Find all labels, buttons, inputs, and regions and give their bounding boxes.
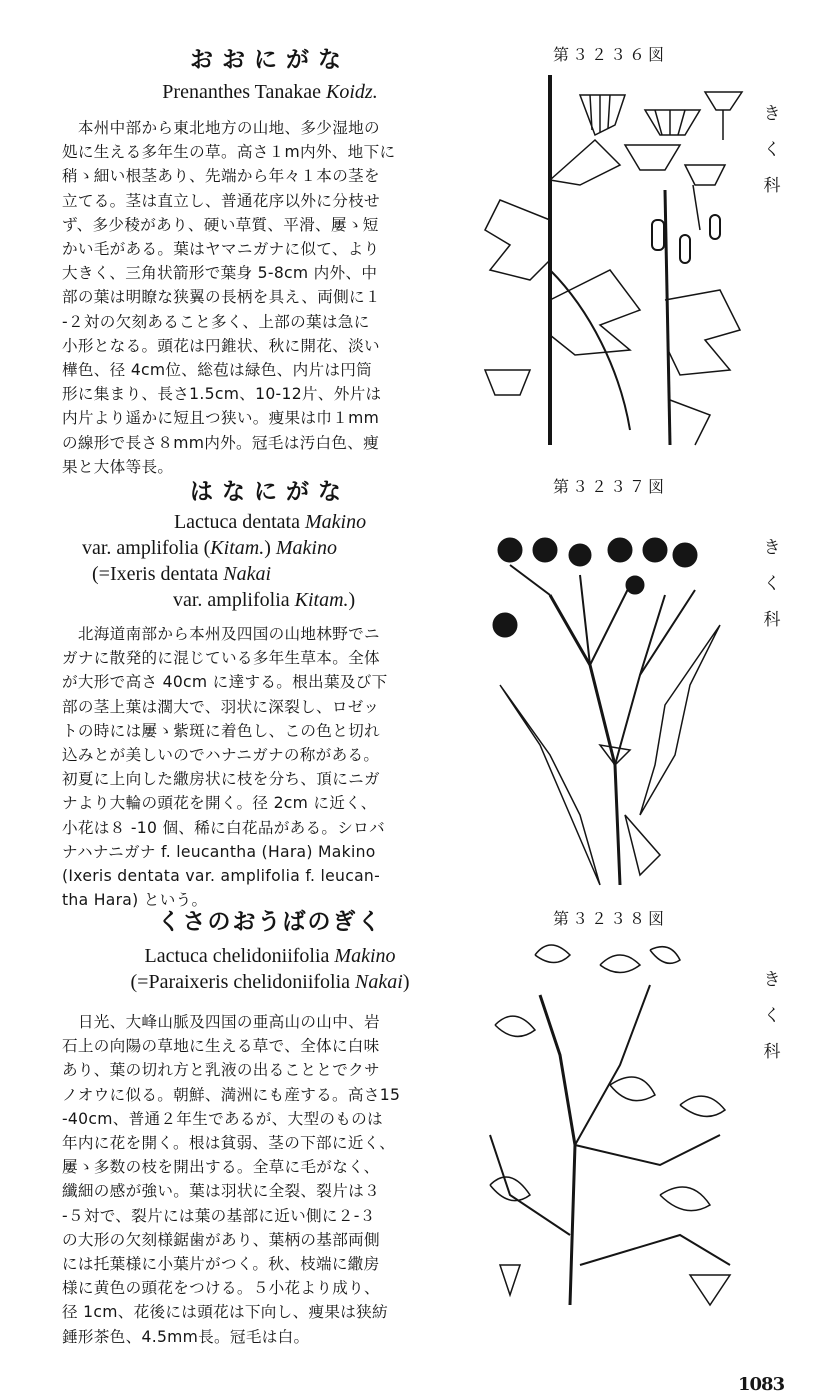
- sci-author: Kitam.: [210, 537, 265, 559]
- text-line: 形に集まり、長さ1.5cm、10-12片、外片は: [62, 385, 382, 404]
- sci-roman: Prenanthes Tanakae: [162, 81, 327, 103]
- entry-description: [62, 116, 472, 479]
- text-line: には托葉様に小葉片がつく。秋、枝端に繖房: [62, 1255, 380, 1274]
- figure-label: 第３２３７図: [553, 477, 668, 496]
- text-line: の大形の欠刻様鋸歯があり、葉柄の基部両側: [62, 1230, 380, 1249]
- text-line: 北海道南部から本州及四国の山地林野でニ: [62, 625, 380, 643]
- sci-roman: ): [264, 537, 276, 559]
- scientific-variety: [82, 536, 502, 560]
- text-line: 初夏に上向した繖房状に枝を分ち、頂にニガ: [62, 770, 380, 789]
- text-line: トの時には屢ゝ紫斑に着色し、この色と切れ: [62, 721, 380, 740]
- entry-description: [62, 622, 472, 912]
- sci-author: Koidz.: [326, 81, 378, 103]
- text-line: 年内に花を開く。根は貧弱、茎の下部に近く、: [62, 1134, 396, 1153]
- text-line: 内片より遥かに短且つ狭い。痩果は巾１mm: [62, 409, 380, 428]
- text-line: 屢ゝ多数の枝を開出する。全草に毛がなく、: [62, 1158, 380, 1177]
- page-number: 1083: [738, 1374, 785, 1395]
- text-line: 樺色、径 4cm位、総苞は緑色、内片は円筒: [62, 361, 373, 380]
- text-line: 小形となる。頭花は円錐状、秋に開花、淡い: [62, 336, 380, 355]
- scientific-synonym: [92, 562, 512, 586]
- family-label: [760, 962, 784, 1070]
- text-line: ナハナニガナ f. leucantha (Hara) Makino: [62, 842, 376, 861]
- text-line: が大形で高さ 40cm に達する。根出葉及び下: [62, 673, 388, 692]
- family-char: く: [763, 140, 781, 160]
- text-line: 径 1cm、花後には頭花は下向し、痩果は狭紡: [62, 1303, 388, 1322]
- sci-author: Makino: [275, 537, 337, 559]
- entry-title-kusanoouba-nogiku: くさのおうばのぎく: [157, 909, 383, 935]
- sci-author: Makino: [304, 511, 367, 533]
- family-char: 科: [763, 176, 781, 196]
- sci-roman: ): [402, 971, 410, 993]
- text-line: 稍ゝ細い根茎あり、先端から年々１本の茎を: [62, 167, 380, 186]
- sci-roman: var. amplifolia (: [82, 537, 211, 559]
- sci-roman: ): [348, 589, 356, 611]
- sci-roman: (=Ixeris dentata: [92, 563, 224, 585]
- text-line: かい毛がある。葉はヤマニガナに似て、より: [62, 240, 380, 259]
- sci-author: Makino: [334, 945, 396, 967]
- text-line: 纖細の感が強い。葉は羽状に全裂、裂片は３: [62, 1182, 380, 1201]
- family-char: く: [763, 1006, 781, 1026]
- text-line: 本州中部から東北地方の山地、多少湿地の: [62, 119, 380, 137]
- text-line: -40cm、普通２年生であるが、大型のものは: [62, 1109, 383, 1128]
- family-char: く: [763, 574, 781, 594]
- sci-roman: Lactuca dentata: [173, 511, 305, 533]
- plant-illustration-lactuca-chelidoniifolia: [480, 935, 750, 1315]
- sci-roman: Lactuca chelidoniifolia: [144, 945, 335, 967]
- scientific-name: [60, 944, 480, 968]
- text-line: 部の葉は明瞭な狭翼の長柄を具え、両側に１: [62, 288, 381, 307]
- text-line: 果と大体等長。: [62, 457, 174, 476]
- family-label: [760, 96, 784, 204]
- text-line: (Ixeris dentata var. amplifolia f. leucan-: [62, 867, 381, 886]
- scientific-name: [60, 510, 480, 534]
- text-line: 様に黄色の頭花をつける。５小花より成り、: [62, 1279, 380, 1298]
- sci-roman: (=Paraixeris chelidoniifolia: [130, 971, 356, 993]
- scientific-name: [60, 80, 480, 104]
- family-char: 科: [763, 610, 781, 630]
- text-line: 錘形茶色、4.5mm長。冠毛は白。: [62, 1327, 310, 1346]
- scientific-synonym: [60, 970, 480, 994]
- text-line: あり、葉の切れ方と乳液の出ることとでクサ: [62, 1061, 380, 1080]
- text-line: 石上の向陽の草地に生える草で、全体に白味: [62, 1037, 380, 1056]
- text-line: tha Hara) という。: [62, 891, 208, 910]
- plant-illustration-prenanthes: [480, 70, 750, 450]
- text-line: -５対で、裂片には葉の基部に近い側に２-３: [62, 1206, 376, 1225]
- entry-title-hananigana: はなにがな: [190, 479, 350, 505]
- plant-illustration-lactuca-dentata: [490, 515, 740, 890]
- family-char: 科: [763, 1042, 781, 1062]
- sci-roman: var. amplifolia: [173, 589, 295, 611]
- sci-author: Nakai: [355, 971, 403, 993]
- sci-author: Nakai: [223, 563, 272, 585]
- text-line: ノオウに似る。朝鮮、満洲にも産する。高さ15: [62, 1085, 401, 1104]
- family-char: き: [763, 970, 781, 990]
- text-line: 小花は８ -10 個、稀に白花品がある。シロバ: [62, 818, 385, 837]
- text-line: 処に生える多年生の草。高さ１m内外、地下に: [62, 143, 396, 162]
- text-line: 込みとが美しいのでハナニガナの称がある。: [62, 746, 380, 765]
- text-line: ず、多少稜があり、硬い草質、平滑、屢ゝ短: [62, 215, 379, 234]
- entry-description: [62, 1010, 472, 1349]
- text-line: 大きく、三角状箭形で葉身 5-8cm 内外、中: [62, 264, 378, 283]
- text-line: 日光、大峰山脈及四国の亜高山の山中、岩: [62, 1013, 380, 1031]
- sci-author: Kitam.: [294, 589, 349, 611]
- entry-title-oonigana: おおにがな: [190, 47, 350, 73]
- family-char: き: [763, 104, 781, 124]
- text-line: 立てる。茎は直立し、普通花序以外に分枝せ: [62, 191, 380, 210]
- text-line: -２対の欠刻あること多く、上部の葉は急に: [62, 312, 370, 331]
- text-line: ナより大輪の頭花を開く。径 2cm に近く、: [62, 794, 377, 813]
- text-line: の線形で長さ８mm内外。冠毛は汚白色、痩: [62, 433, 380, 452]
- figure-label: 第３２３８図: [553, 909, 668, 928]
- figure-label: 第３２３６図: [553, 45, 668, 64]
- family-label: [760, 530, 784, 638]
- text-line: ガナに散発的に混じている多年生草本。全体: [62, 649, 380, 668]
- family-char: き: [763, 538, 781, 558]
- text-line: 部の茎上葉は濶大で、羽状に深裂し、ロゼッ: [62, 697, 380, 716]
